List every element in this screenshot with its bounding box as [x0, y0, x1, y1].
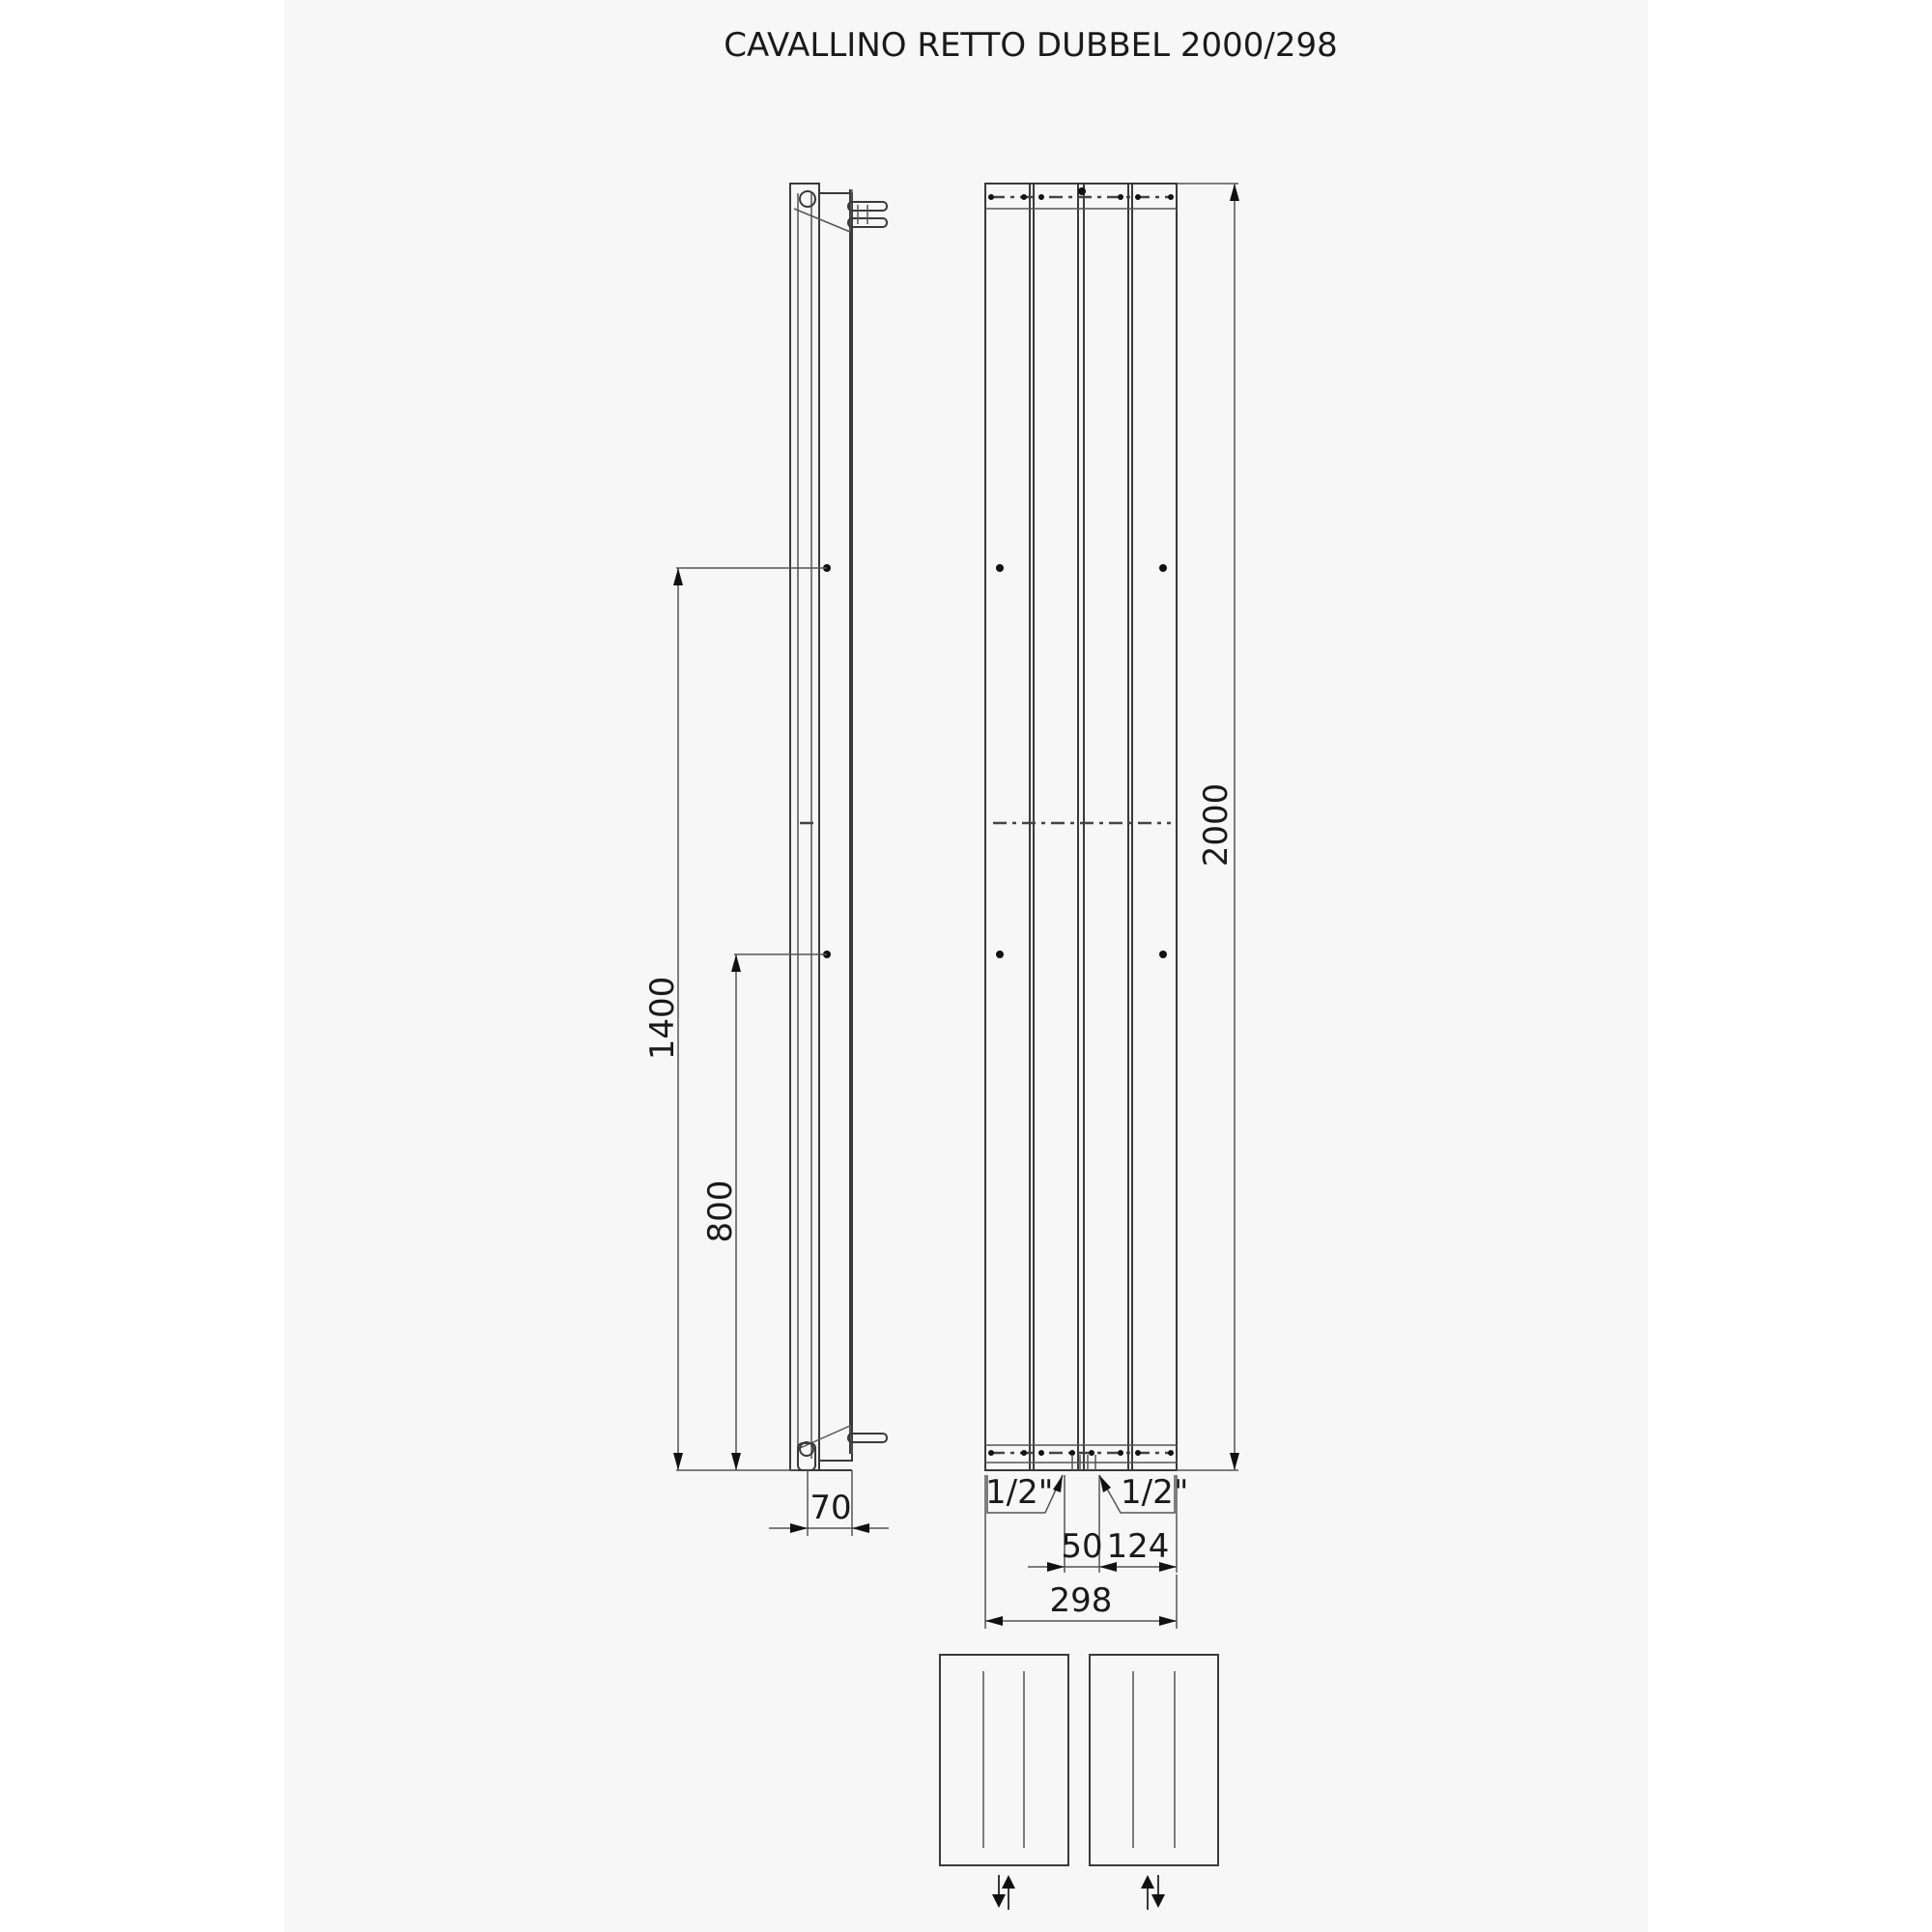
dim-2000-arrow-top — [1230, 184, 1239, 201]
drawing-title: CAVALLINO RETTO DUBBEL 2000/298 — [724, 26, 1338, 65]
variant-right-panel — [1090, 1655, 1218, 1865]
top-bleed-valve-icon — [800, 191, 815, 207]
connection-variant-right — [1090, 1655, 1218, 1910]
dim-800-arrow-bottom — [731, 1453, 741, 1470]
side-view — [643, 184, 889, 1536]
dim-70-arrow-left — [790, 1523, 808, 1533]
dim-124-label: 124 — [1106, 1527, 1170, 1566]
dim-1400-label: 1400 — [643, 976, 682, 1061]
dim-298-arrow-left — [985, 1616, 1003, 1626]
dim-70-label: 70 — [810, 1489, 852, 1527]
flow-arrows-down-up-icon — [992, 1875, 1015, 1910]
front-view-outline — [985, 184, 1177, 1470]
dim-1400-arrow-top — [673, 568, 683, 585]
front-view-bracket-point-upper-left — [996, 564, 1004, 572]
connection-variant-left — [940, 1655, 1068, 1910]
thread-left-label: 1/2" — [985, 1473, 1054, 1512]
flow-arrows-up-down-icon — [1141, 1875, 1165, 1910]
thread-callout-left-arrow — [1053, 1475, 1063, 1492]
front-view-bracket-point-upper-right — [1159, 564, 1167, 572]
bottom-bracket-arm — [798, 1426, 852, 1454]
dim-298-label: 298 — [1049, 1581, 1113, 1620]
dim-2000-arrow-bottom — [1230, 1453, 1239, 1470]
dim-50-label: 50 — [1061, 1527, 1103, 1566]
dim-70-arrow-right — [852, 1523, 869, 1533]
dim-800-label: 800 — [701, 1179, 740, 1243]
bottom-wall-bracket-icon — [848, 1434, 887, 1442]
side-view-panel-rear — [819, 193, 852, 1461]
variant-left-panel — [940, 1655, 1068, 1865]
side-view-panel-front — [790, 184, 819, 1470]
thread-right-label: 1/2" — [1121, 1473, 1189, 1512]
dim-800-arrow-top — [731, 954, 741, 972]
top-bracket-arm — [794, 189, 852, 232]
dim-1400-arrow-bottom — [673, 1453, 683, 1470]
front-view — [985, 184, 1239, 1629]
front-view-bracket-point-lower-right — [1159, 951, 1167, 958]
thread-callout-right-arrow — [1099, 1475, 1111, 1492]
dim-2000-label: 2000 — [1197, 782, 1236, 867]
front-view-bracket-point-lower-left — [996, 951, 1004, 958]
dim-298-arrow-right — [1159, 1616, 1177, 1626]
